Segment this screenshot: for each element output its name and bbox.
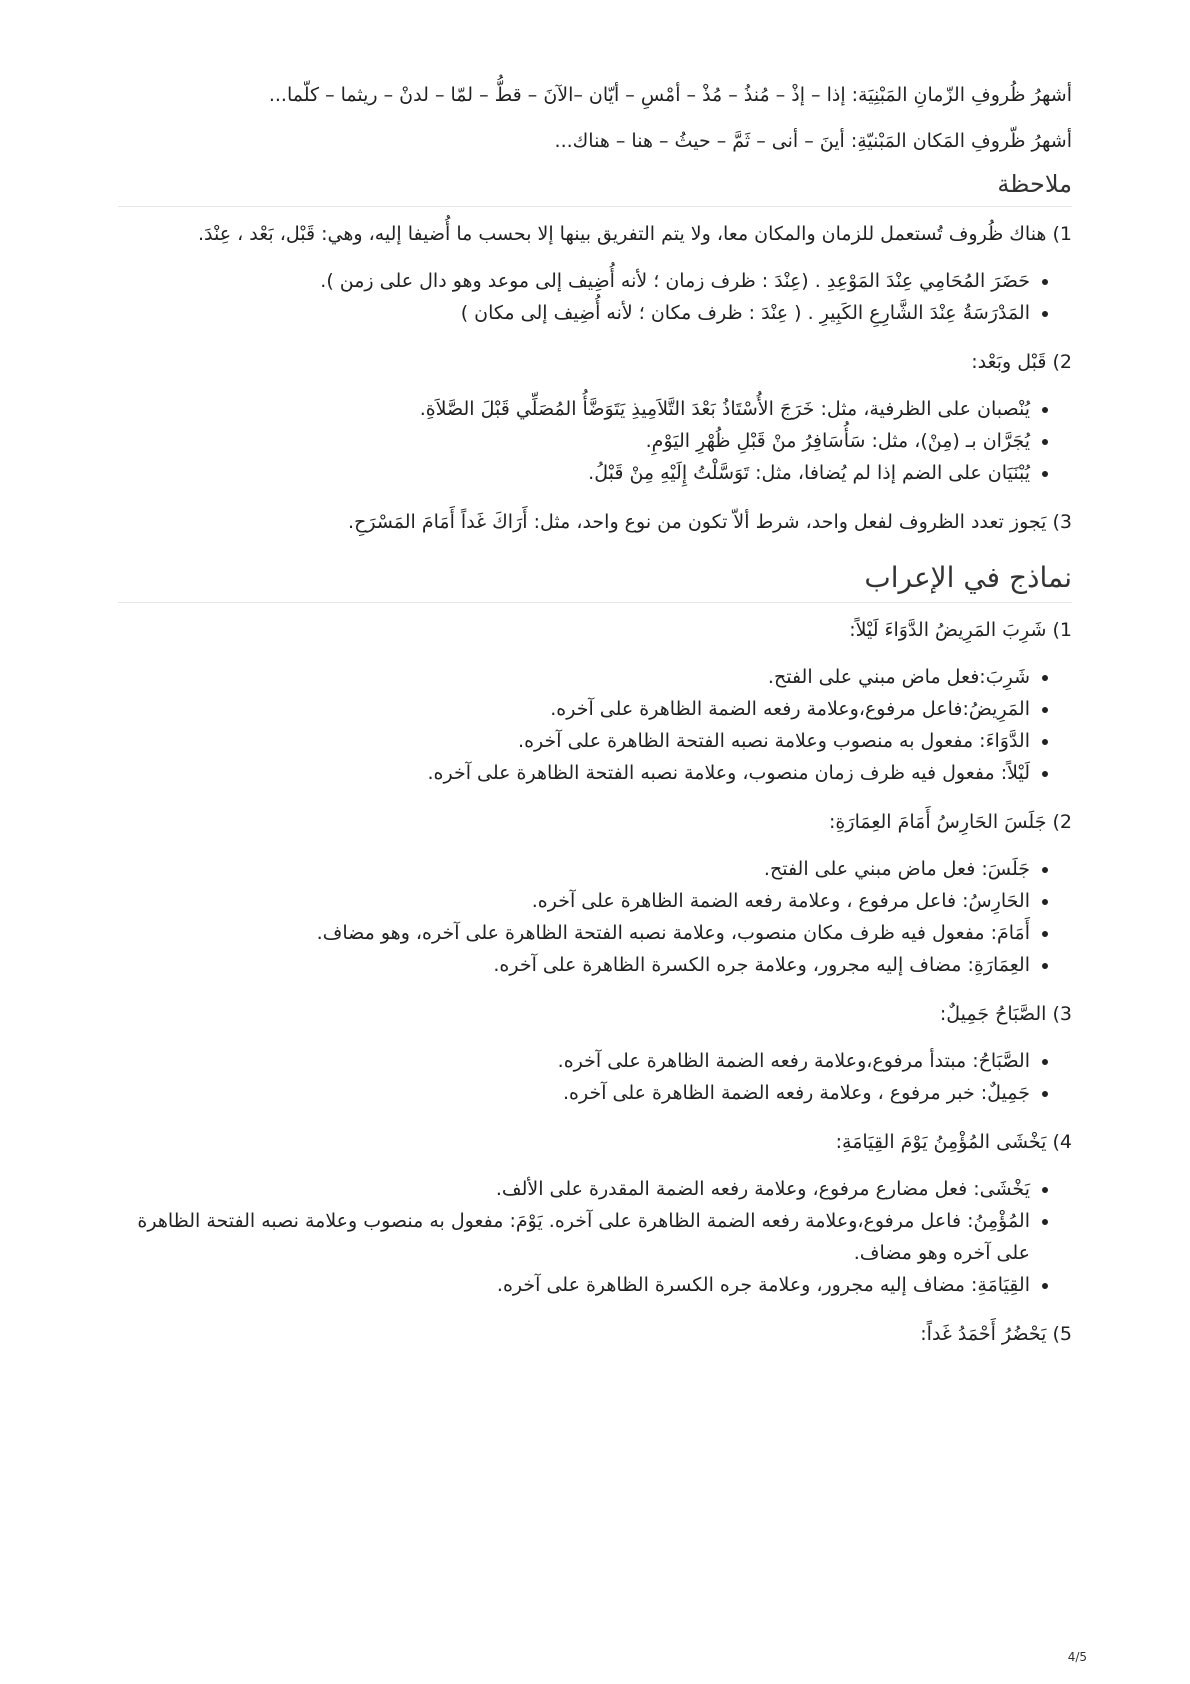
example-4-sentence: 4) يَخْشَى المُؤْمِنُ يَوْمَ القِيَامَةِ: bbox=[835, 1131, 1072, 1153]
list-item: • يُنْصبان على الظرفية، مثل: خَرَجَ الأُسْتَاذُ بَعْدَ التَّلاَمِيذِ يَتَوَضَّأُ المُصَلِّي قَبْلَ الصَّلاَةِ. bbox=[118, 393, 1030, 425]
example-2-list bbox=[118, 853, 1072, 981]
list-item: • الحَارِسُ: فاعل مرفوع ، وعلامة رفعه الضمة الظاهرة على آخره. bbox=[118, 885, 1030, 917]
parsing-models-heading: نماذج في الإعراب bbox=[118, 561, 1072, 603]
list-item: • يَخْشَى: فعل مضارع مرفوع، وعلامة رفعه الضمة المقدرة على الألف. bbox=[118, 1173, 1030, 1205]
list-item: • حَضَرَ المُحَامِي عِنْدَ المَوْعِدِ . (عِنْدَ : ظرف زمان ؛ لأنه أُضِيف إلى موعد وهو دال على زمن ). bbox=[118, 265, 1030, 297]
note-point-1: 1) هناك ظُروف تُستعمل للزمان والمكان معا، ولا يتم التفريق بينها إلا بحسب ما أُضيفا إليه، وهي: قَبْل، بَعْد ، عِنْدَ. bbox=[197, 223, 1072, 245]
example-4-list bbox=[118, 1173, 1072, 1301]
note-point-3: 3) يَجوز تعدد الظروف لفعل واحد، شرط ألاّ تكون من نوع واحد، مثل: أَرَاكَ غَداً أَمَامَ المَسْرَحِ. bbox=[348, 511, 1072, 533]
list-item: • جَلَسَ: فعل ماض مبني على الفتح. bbox=[118, 853, 1030, 885]
page-number: 4/5 bbox=[1067, 1650, 1087, 1664]
list-item: • جَمِيلٌ: خبر مرفوع ، وعلامة رفعه الضمة الظاهرة على آخره. bbox=[118, 1077, 1030, 1109]
example-3-sentence: 3) الصَّبَاحُ جَمِيلٌ: bbox=[939, 1003, 1072, 1025]
list-item: • المَدْرَسَةُ عِنْدَ الشَّارِعِ الكَبِيرِ . ( عِنْدَ : ظرف مكان ؛ لأنه أُضِيف إلى مكان ) bbox=[118, 297, 1030, 329]
list-item: • المَرِيضُ:فاعل مرفوع،وعلامة رفعه الضمة الظاهرة على آخره. bbox=[118, 693, 1030, 725]
document-content bbox=[118, 78, 1072, 1351]
note-point-2-list bbox=[118, 393, 1072, 489]
list-item: • يُجَرَّان بـ (مِنْ)، مثل: سَأُسَافِرُ منْ قَبْلِ ظُهْرِ اليَوْمِ. bbox=[118, 425, 1030, 457]
place-adverbs-paragraph: أشهرُ ظّروفِ المَكان المَبْنيّةِ: أينَ – أنى – ثَمَّ – حيثُ – هنا – هناك... bbox=[554, 130, 1072, 152]
example-2-sentence: 2) جَلَسَ الحَارِسُ أَمَامَ العِمَارَةِ: bbox=[829, 811, 1072, 833]
example-1-list bbox=[118, 661, 1072, 789]
note-heading: ملاحظة bbox=[118, 170, 1072, 207]
example-5-sentence: 5) يَحْضُرُ أَحْمَدُ غَداً: bbox=[920, 1323, 1072, 1345]
example-1-sentence: 1) شَرِبَ المَرِيضُ الدَّوَاءَ لَيْلاً: bbox=[849, 619, 1072, 641]
note-point-2: 2) قَبْل وبَعْد: bbox=[971, 351, 1072, 373]
list-item: • القِيَامَةِ: مضاف إليه مجرور، وعلامة جره الكسرة الظاهرة على آخره. bbox=[118, 1269, 1030, 1301]
list-item: • شَرِبَ:فعل ماض مبني على الفتح. bbox=[118, 661, 1030, 693]
list-item: • لَيْلاً: مفعول فيه ظرف زمان منصوب، وعلامة نصبه الفتحة الظاهرة على آخره. bbox=[118, 757, 1030, 789]
list-item: • الصَّبَاحُ: مبتدأ مرفوع،وعلامة رفعه الضمة الظاهرة على آخره. bbox=[118, 1045, 1030, 1077]
list-item: • أَمَامَ: مفعول فيه ظرف مكان منصوب، وعلامة نصبه الفتحة الظاهرة على آخره، وهو مضاف. bbox=[118, 917, 1030, 949]
time-adverbs-paragraph: أشهرُ ظُروفِ الزّمانِ المَبْنِيَة: إذا – إذْ – مُنذُ – مُذْ – أمْسِ – أيّان –الآنَ – قطُّ – لمّا – لدنْ – ريثما – كلّما... bbox=[268, 84, 1072, 106]
note-point-1-list bbox=[118, 265, 1072, 329]
list-item: • العِمَارَةِ: مضاف إليه مجرور، وعلامة جره الكسرة الظاهرة على آخره. bbox=[118, 949, 1030, 981]
list-item: • الدَّوَاءَ: مفعول به منصوب وعلامة نصبه الفتحة الظاهرة على آخره. bbox=[118, 725, 1030, 757]
list-item: • المُؤْمِنُ: فاعل مرفوع،وعلامة رفعه الضمة الظاهرة على آخره. يَوْمَ: مفعول به منصوب وعلامة نصبه الفتحة الظاهرة على آخره وهو مضاف. bbox=[118, 1205, 1030, 1269]
example-3-list bbox=[118, 1045, 1072, 1109]
list-item: • يُبْنَيَان على الضم إذا لم يُضافا، مثل: تَوَسَّلْتُ إِلَيْهِ مِنْ قَبْلُ. bbox=[118, 457, 1030, 489]
